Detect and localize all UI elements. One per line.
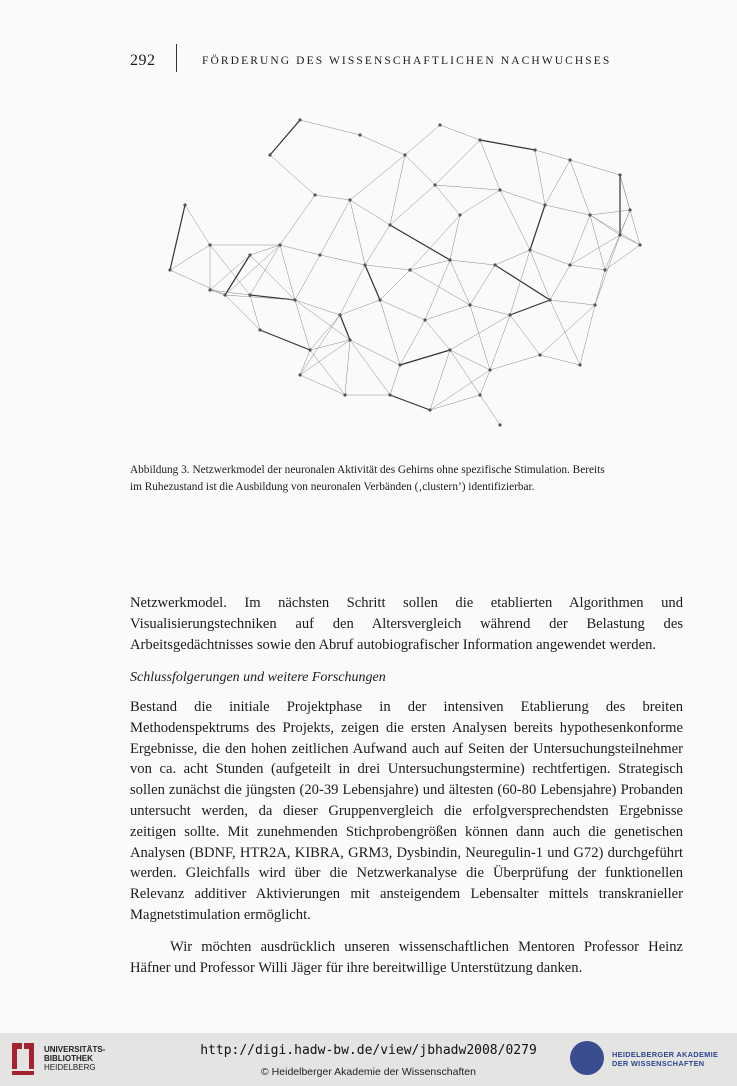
network-node <box>433 183 436 186</box>
network-node <box>533 148 536 151</box>
network-node <box>183 203 186 206</box>
network-edge <box>510 315 540 355</box>
network-edge <box>435 185 500 190</box>
page-number: 292 <box>130 52 156 69</box>
network-edge <box>410 270 470 305</box>
network-node <box>398 363 401 366</box>
network-edge <box>310 315 340 350</box>
paragraph-3: Wir möchten ausdrücklich unseren wissenschaftlichen Mentoren Professor Heinz Häfner und Professor Willi Jäger für ihre bereitwillige Unterstützung danken. <box>130 939 683 976</box>
network-edge <box>500 190 545 205</box>
network-edge <box>530 250 570 265</box>
network-edge <box>295 255 320 300</box>
network-edge <box>400 350 450 365</box>
network-edge <box>490 315 510 370</box>
running-title: FÖRDERUNG DES WISSENSCHAFTLICHEN NACHWUCHSES <box>202 55 612 67</box>
network-edge <box>380 300 425 320</box>
network-edge <box>430 350 450 410</box>
network-edge <box>570 235 620 265</box>
network-node <box>248 293 251 296</box>
network-node <box>628 208 631 211</box>
network-edge <box>280 245 320 255</box>
network-node <box>568 158 571 161</box>
network-node <box>448 258 451 261</box>
network-edge <box>535 150 570 160</box>
network-edge <box>185 205 210 245</box>
network-node <box>308 348 311 351</box>
network-edge <box>225 245 280 295</box>
network-figure <box>150 95 650 440</box>
network-edge <box>540 305 595 355</box>
network-node <box>278 243 281 246</box>
network-edge <box>365 265 410 270</box>
network-node <box>268 153 271 156</box>
network-node <box>493 263 496 266</box>
section-heading: Schlussfolgerungen und weitere Forschungen <box>130 670 386 685</box>
academy-line-1: HEIDELBERGER AKADEMIE <box>612 1050 719 1059</box>
network-node <box>208 288 211 291</box>
network-node <box>408 268 411 271</box>
copyright-notice: © Heidelberger Akademie der Wissenschaften <box>261 1066 476 1078</box>
header-divider <box>176 44 177 72</box>
network-edge <box>550 265 570 300</box>
network-edge <box>380 270 410 300</box>
network-node <box>458 213 461 216</box>
network-edge <box>450 350 480 395</box>
network-edge <box>450 260 495 265</box>
network-node <box>543 203 546 206</box>
network-node <box>528 248 531 251</box>
network-node <box>248 253 251 256</box>
network-edge <box>300 120 360 135</box>
caption-line-2: im Ruhezustand ist die Ausbildung von neuronalen Verbänden (‚clustern’) identifizierbar. <box>130 481 535 493</box>
network-node <box>313 193 316 196</box>
network-edge <box>295 300 340 315</box>
network-edge <box>435 185 460 215</box>
library-line-2: BIBLIOTHEK <box>44 1054 93 1063</box>
network-edge <box>595 270 605 305</box>
network-edge <box>350 200 390 225</box>
network-edge <box>425 320 450 350</box>
network-edge <box>550 300 595 305</box>
network-edge <box>410 260 450 270</box>
viewer-footer <box>0 1033 737 1086</box>
network-edge <box>430 370 490 410</box>
network-node <box>378 298 381 301</box>
network-edge <box>545 160 570 205</box>
network-node <box>343 393 346 396</box>
network-edge <box>510 300 550 315</box>
network-edge <box>315 195 350 200</box>
network-node <box>388 223 391 226</box>
network-node <box>208 243 211 246</box>
academy-name[interactable] <box>612 1050 718 1068</box>
network-edge <box>590 210 630 215</box>
network-edge <box>620 210 630 235</box>
network-edge <box>535 150 545 205</box>
network-edge <box>390 365 400 395</box>
network-edge <box>340 265 365 315</box>
network-edge <box>480 140 500 190</box>
network-node <box>403 153 406 156</box>
network-edge <box>480 140 535 150</box>
academy-seal-icon[interactable] <box>570 1041 604 1075</box>
paragraph-2: Bestand die initiale Projektphase in der intensiven Etablierung des breiten Methodenspektrums des Projekts, zeigen die ersten Analysen bereits hypothesenkonforme Ergebnisse, die den hohen zeitlichen Aufwand auch auf Seiten der Untersuchungsteilnehmer von ca. acht Stunden (aufgeteilt in drei Untersuchungstermine) rechtfertigen. Strategisch sollen zunächst die jüngsten (20-39 Lebensjahre) und ältesten (60-80 Lebensjahre) Probanden untersucht werden, da dieser Gruppenvergleich die erfolgversprechendsten Ergebnisse zeitigen sollte. Mit zunehmenden Stichprobengrößen können dann auch die genetischen Analysen (BDNF, HTR2A, KIBRA, GRM3, Dysbindin, Neuregulin-1 und G72) durchgeführt werden. Gleichfalls wird über die Netzwerkanalyse die Überprüfung der funktionellen Relevanz additiver Aktivierungen mit ansteigendem Lebensalter mittels transkranieller Magnetstimulation ermöglicht. <box>130 699 683 923</box>
network-node <box>603 268 606 271</box>
network-node <box>168 268 171 271</box>
network-edge <box>300 375 345 395</box>
network-edge <box>380 300 400 365</box>
network-node <box>223 293 226 296</box>
network-node <box>258 328 261 331</box>
network-edge <box>450 215 460 260</box>
network-node <box>298 373 301 376</box>
network-node <box>293 298 296 301</box>
network-node <box>358 133 361 136</box>
academy-line-2: DER WISSENSCHAFTEN <box>612 1059 705 1068</box>
network-edge <box>620 235 640 245</box>
network-node <box>348 338 351 341</box>
network-edge <box>280 195 315 245</box>
network-node <box>638 243 641 246</box>
network-edge <box>580 305 595 365</box>
network-edge <box>405 155 435 185</box>
network-edge <box>510 250 530 315</box>
network-edge <box>310 350 345 395</box>
network-node <box>338 313 341 316</box>
network-edge <box>450 260 470 305</box>
network-edge <box>260 330 310 350</box>
network-node <box>388 393 391 396</box>
network-edge <box>350 340 390 395</box>
network-edge <box>480 395 500 425</box>
network-edge <box>295 300 310 350</box>
network-edge <box>170 270 225 295</box>
permalink-url[interactable]: http://digi.hadw-bw.de/view/jbhadw2008/0279 <box>200 1043 537 1058</box>
network-edge <box>345 340 350 395</box>
network-edge <box>530 250 550 300</box>
network-edge <box>530 205 545 250</box>
network-node <box>298 118 301 121</box>
network-edge <box>460 190 500 215</box>
network-node <box>423 318 426 321</box>
network-edge <box>320 200 350 255</box>
network-edge <box>270 155 315 195</box>
network-edge <box>425 260 450 320</box>
network-node <box>478 393 481 396</box>
network-node <box>618 173 621 176</box>
network-edge <box>570 265 605 270</box>
network-edge <box>425 305 470 320</box>
network-edge <box>480 370 490 395</box>
network-graph <box>150 95 650 440</box>
network-edge <box>300 315 340 375</box>
network-edge <box>470 305 490 370</box>
network-node <box>363 263 366 266</box>
network-edge <box>320 255 365 265</box>
network-edge <box>300 340 350 375</box>
network-node <box>478 138 481 141</box>
network-edge <box>500 190 530 250</box>
network-edge <box>435 140 480 185</box>
network-edge <box>430 395 480 410</box>
network-edge <box>390 225 450 260</box>
network-node <box>468 303 471 306</box>
network-edge <box>570 215 590 265</box>
network-edge <box>570 160 620 175</box>
network-node <box>508 313 511 316</box>
page-header <box>130 50 690 74</box>
network-edge <box>365 265 380 300</box>
network-node <box>498 188 501 191</box>
network-edge <box>595 235 620 305</box>
network-edge <box>210 255 250 290</box>
figure-caption <box>130 462 685 496</box>
network-edge <box>570 160 590 215</box>
paragraph-1: Netzwerkmodel. Im nächsten Schritt sollen die etablierten Algorithmen und Visualisierungstechniken auf den Altersvergleich während der Belastung des Arbeitsgedächtnisses sowie den Abruf autobiografischer Information angewendet werden. <box>130 595 683 653</box>
library-line-1: UNIVERSITÄTS- <box>44 1045 106 1054</box>
network-node <box>318 253 321 256</box>
network-edge <box>495 265 550 300</box>
network-edge <box>390 185 435 225</box>
network-node <box>618 233 621 236</box>
network-edge <box>390 395 430 410</box>
network-node <box>578 363 581 366</box>
network-edge <box>440 125 480 140</box>
network-edge <box>280 245 295 300</box>
network-edge <box>495 250 530 265</box>
network-edge <box>250 245 280 255</box>
network-edge <box>250 245 280 295</box>
network-edge <box>470 305 510 315</box>
network-edge <box>490 355 540 370</box>
network-edge <box>250 255 295 300</box>
network-node <box>428 408 431 411</box>
network-edge <box>310 340 350 350</box>
network-edge <box>225 255 250 295</box>
network-edge <box>365 225 390 265</box>
network-node <box>348 198 351 201</box>
network-node <box>438 123 441 126</box>
network-node <box>448 348 451 351</box>
caption-line-1: Abbildung 3. Netzwerkmodel der neuronalen Aktivität des Gehirns ohne spezifische Stimulation. Bereits <box>130 464 605 476</box>
network-edge <box>545 205 590 215</box>
network-edge <box>410 215 460 270</box>
network-edge <box>170 245 210 270</box>
network-node <box>588 213 591 216</box>
network-edge <box>170 205 185 270</box>
network-node <box>498 423 501 426</box>
network-edge <box>350 340 400 365</box>
network-edge <box>350 200 365 265</box>
network-edge <box>340 300 380 315</box>
network-edge <box>450 350 490 370</box>
network-edge <box>405 125 440 155</box>
network-edge <box>270 120 300 155</box>
network-node <box>538 353 541 356</box>
network-node <box>548 298 551 301</box>
network-edge <box>450 315 510 350</box>
network-edge <box>470 265 495 305</box>
network-node <box>593 303 596 306</box>
network-node <box>488 368 491 371</box>
network-edge <box>360 135 405 155</box>
library-line-3: HEIDELBERG <box>44 1063 96 1072</box>
network-node <box>568 263 571 266</box>
network-edge <box>540 355 580 365</box>
